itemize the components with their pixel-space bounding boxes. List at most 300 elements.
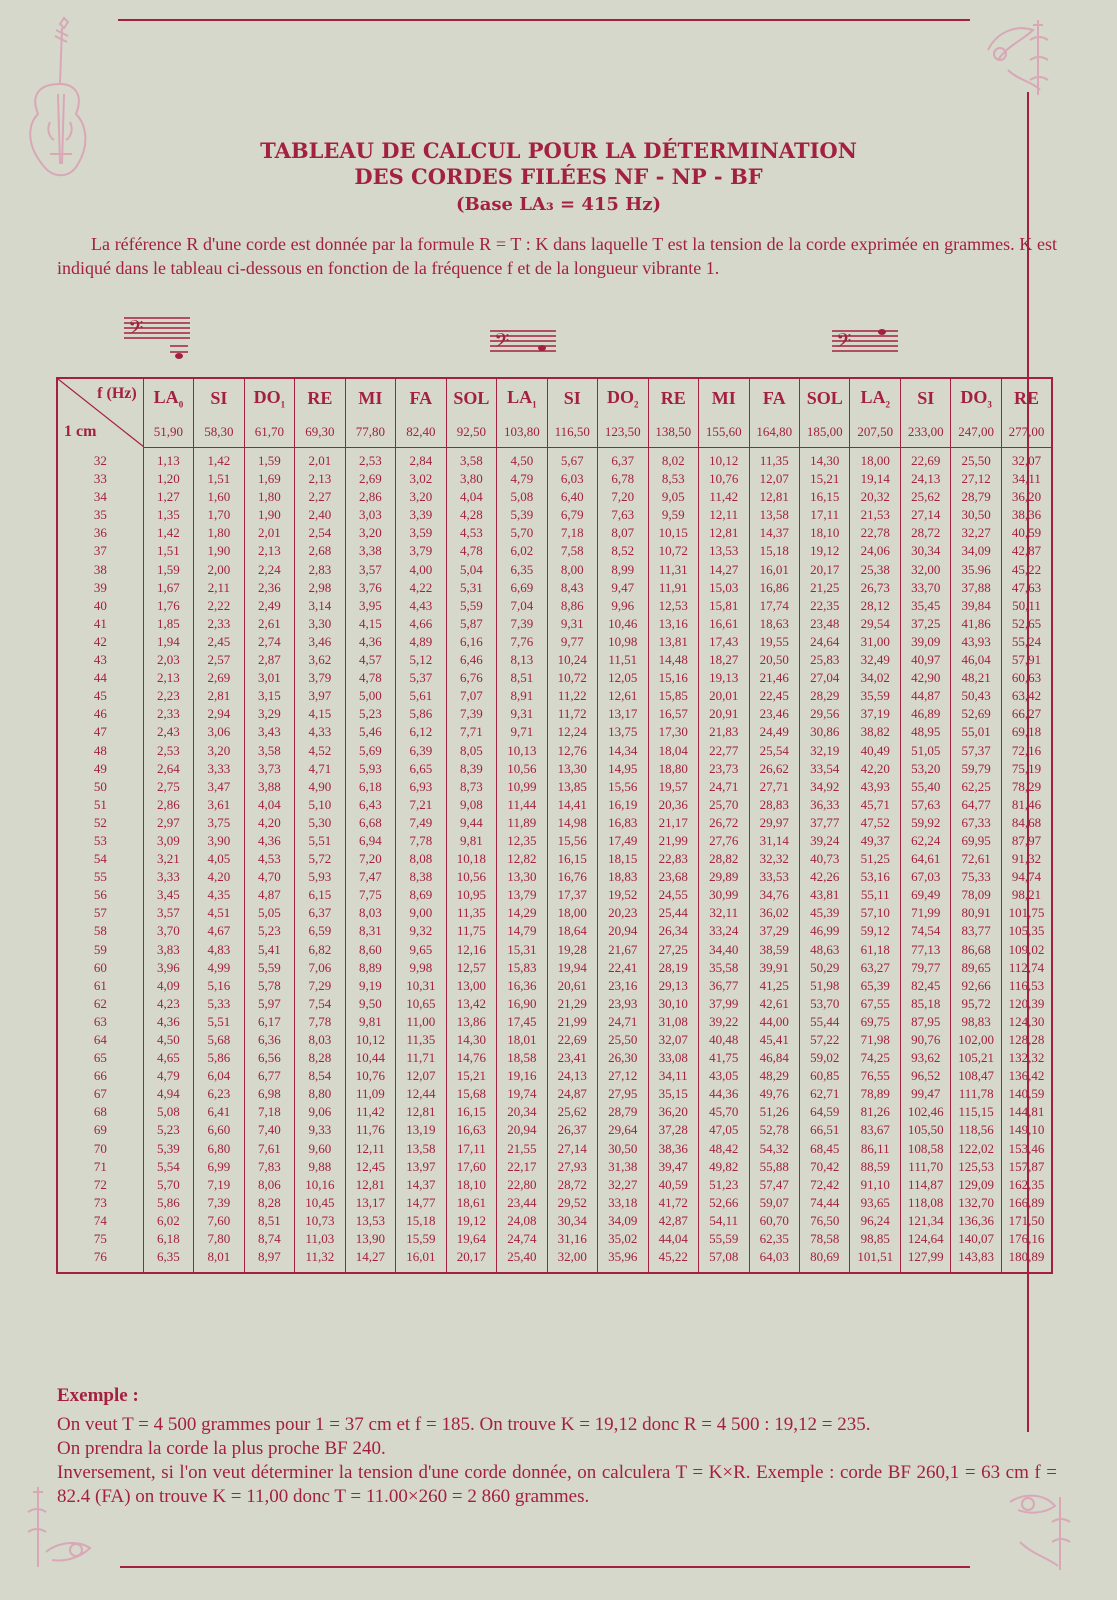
k-value-cell: 18,80 — [648, 760, 698, 778]
length-cell: 42 — [57, 633, 143, 651]
k-value-cell: 2,00 — [194, 561, 244, 579]
k-value-cell: 11,44 — [497, 796, 547, 814]
k-value-cell: 4,35 — [194, 886, 244, 904]
k-value-cell: 64,77 — [951, 796, 1001, 814]
k-value-cell: 7,83 — [244, 1158, 294, 1176]
k-value-cell: 36,20 — [648, 1103, 698, 1121]
k-value-cell: 24,06 — [850, 542, 900, 560]
length-axis-label: 1 cm — [64, 423, 97, 441]
k-value-cell: 5,70 — [143, 1176, 193, 1194]
k-value-cell: 15,16 — [648, 669, 698, 687]
k-value-cell: 4,36 — [345, 633, 395, 651]
k-value-cell: 5,08 — [143, 1103, 193, 1121]
k-value-cell: 1,70 — [194, 506, 244, 524]
k-value-cell: 9,44 — [446, 814, 496, 832]
k-value-cell: 21,53 — [850, 506, 900, 524]
tension-table — [56, 377, 1053, 1274]
k-value-cell: 19,14 — [850, 470, 900, 488]
note-name: RE — [307, 387, 333, 408]
k-value-cell: 15,85 — [648, 687, 698, 705]
k-value-cell: 10,13 — [497, 742, 547, 760]
k-value-cell: 48,63 — [799, 941, 849, 959]
k-value-cell: 7,40 — [244, 1121, 294, 1139]
k-value-cell: 6,80 — [194, 1140, 244, 1158]
k-value-cell: 5,59 — [446, 597, 496, 615]
k-value-cell: 91,32 — [1001, 850, 1052, 868]
length-cell: 75 — [57, 1230, 143, 1248]
k-value-cell: 44,04 — [648, 1230, 698, 1248]
k-value-cell: 13,90 — [345, 1230, 395, 1248]
k-value-cell: 24,08 — [497, 1212, 547, 1230]
k-value-cell: 23,46 — [749, 705, 799, 723]
k-value-cell: 4,83 — [194, 941, 244, 959]
note-header — [143, 378, 193, 417]
k-value-cell: 12,07 — [396, 1067, 446, 1085]
k-value-cell: 9,98 — [396, 959, 446, 977]
k-value-cell: 95,72 — [951, 995, 1001, 1013]
k-value-cell: 1,80 — [194, 524, 244, 542]
k-value-cell: 25,40 — [497, 1248, 547, 1273]
table-row — [57, 561, 1052, 579]
k-value-cell: 59,07 — [749, 1194, 799, 1212]
k-value-cell: 22,83 — [648, 850, 698, 868]
k-value-cell: 80,91 — [951, 904, 1001, 922]
k-value-cell: 23,41 — [547, 1049, 597, 1067]
note-name: MI — [711, 387, 736, 408]
frequency-value: 82,40 — [396, 417, 446, 448]
length-cell: 55 — [57, 868, 143, 886]
k-value-cell: 57,91 — [1001, 651, 1052, 669]
k-value-cell: 53,70 — [799, 995, 849, 1013]
k-value-cell: 60,63 — [1001, 669, 1052, 687]
k-value-cell: 3,20 — [194, 742, 244, 760]
note-header — [598, 378, 648, 417]
k-value-cell: 74,25 — [850, 1049, 900, 1067]
k-value-cell: 53,16 — [850, 868, 900, 886]
k-value-cell: 2,68 — [295, 542, 345, 560]
k-value-cell: 14,95 — [598, 760, 648, 778]
k-value-cell: 2,83 — [295, 561, 345, 579]
k-value-cell: 114,87 — [900, 1176, 950, 1194]
k-value-cell: 81,46 — [1001, 796, 1052, 814]
k-value-cell: 14,37 — [749, 524, 799, 542]
k-value-cell: 94,74 — [1001, 868, 1052, 886]
k-value-cell: 12,11 — [699, 506, 749, 524]
k-value-cell: 3,09 — [143, 832, 193, 850]
k-value-cell: 136,42 — [1001, 1067, 1052, 1085]
k-value-cell: 81,26 — [850, 1103, 900, 1121]
k-value-cell: 78,29 — [1001, 778, 1052, 796]
k-value-cell: 12,05 — [598, 669, 648, 687]
k-value-cell: 6,02 — [497, 542, 547, 560]
k-value-cell: 40,48 — [699, 1031, 749, 1049]
k-value-cell: 5,23 — [143, 1121, 193, 1139]
k-value-cell: 7,47 — [345, 868, 395, 886]
k-value-cell: 3,38 — [345, 542, 395, 560]
k-value-cell: 2,49 — [244, 597, 294, 615]
table-row — [57, 1121, 1052, 1139]
k-value-cell: 26,72 — [699, 814, 749, 832]
k-value-cell: 4,50 — [497, 448, 547, 471]
k-value-cell: 13,30 — [497, 868, 547, 886]
k-value-cell: 17,11 — [446, 1140, 496, 1158]
frequency-value: 185,00 — [799, 417, 849, 448]
length-cell: 65 — [57, 1049, 143, 1067]
length-cell: 33 — [57, 470, 143, 488]
k-value-cell: 3,47 — [194, 778, 244, 796]
k-value-cell: 25,38 — [850, 561, 900, 579]
k-value-cell: 66,51 — [799, 1121, 849, 1139]
frequency-value: 116,50 — [547, 417, 597, 448]
k-value-cell: 29,89 — [699, 868, 749, 886]
k-value-cell: 9,06 — [295, 1103, 345, 1121]
k-value-cell: 27,12 — [598, 1067, 648, 1085]
k-value-cell: 13,53 — [345, 1212, 395, 1230]
k-value-cell: 124,30 — [1001, 1013, 1052, 1031]
k-value-cell: 18,15 — [598, 850, 648, 868]
k-value-cell: 13,75 — [598, 723, 648, 741]
k-value-cell: 46,84 — [749, 1049, 799, 1067]
k-value-cell: 32,07 — [1001, 448, 1052, 471]
table-row — [57, 1230, 1052, 1248]
length-cell: 71 — [57, 1158, 143, 1176]
k-value-cell: 20,50 — [749, 651, 799, 669]
k-value-cell: 8,60 — [345, 941, 395, 959]
k-value-cell: 4,79 — [143, 1067, 193, 1085]
k-value-cell: 149,10 — [1001, 1121, 1052, 1139]
k-value-cell: 14,37 — [396, 1176, 446, 1194]
note-header — [699, 378, 749, 417]
k-value-cell: 5,86 — [396, 705, 446, 723]
k-value-cell: 55,59 — [699, 1230, 749, 1248]
length-cell: 51 — [57, 796, 143, 814]
k-value-cell: 41,25 — [749, 977, 799, 995]
table-row — [57, 1140, 1052, 1158]
k-value-cell: 22,80 — [497, 1176, 547, 1194]
k-value-cell: 59,92 — [900, 814, 950, 832]
k-value-cell: 5,31 — [446, 579, 496, 597]
k-value-cell: 3,29 — [244, 705, 294, 723]
k-value-cell: 14,77 — [396, 1194, 446, 1212]
note-header — [900, 378, 950, 417]
k-value-cell: 121,34 — [900, 1212, 950, 1230]
k-value-cell: 5,05 — [244, 904, 294, 922]
k-value-cell: 11,51 — [598, 651, 648, 669]
k-value-cell: 69,95 — [951, 832, 1001, 850]
frequency-value: 51,90 — [143, 417, 193, 448]
note-name: FA — [762, 387, 786, 408]
k-value-cell: 2,43 — [143, 723, 193, 741]
k-value-cell: 98,21 — [1001, 886, 1052, 904]
k-value-cell: 78,58 — [799, 1230, 849, 1248]
k-value-cell: 8,05 — [446, 742, 496, 760]
k-value-cell: 51,23 — [699, 1176, 749, 1194]
k-value-cell: 8,13 — [497, 651, 547, 669]
k-value-cell: 6,93 — [396, 778, 446, 796]
k-value-cell: 8,28 — [295, 1049, 345, 1067]
k-value-cell: 32,32 — [749, 850, 799, 868]
k-value-cell: 19,55 — [749, 633, 799, 651]
k-value-cell: 39,24 — [799, 832, 849, 850]
length-cell: 38 — [57, 561, 143, 579]
k-value-cell: 5,69 — [345, 742, 395, 760]
k-value-cell: 10,24 — [547, 651, 597, 669]
k-value-cell: 37,28 — [648, 1121, 698, 1139]
k-value-cell: 78,09 — [951, 886, 1001, 904]
k-value-cell: 16,61 — [699, 615, 749, 633]
k-value-cell: 5,23 — [244, 922, 294, 940]
k-value-cell: 8,86 — [547, 597, 597, 615]
k-value-cell: 44,87 — [900, 687, 950, 705]
k-value-cell: 85,18 — [900, 995, 950, 1013]
k-value-cell: 32,11 — [699, 904, 749, 922]
length-cell: 73 — [57, 1194, 143, 1212]
note-name: SI — [563, 387, 581, 408]
k-value-cell: 136,36 — [951, 1212, 1001, 1230]
k-value-cell: 19,13 — [699, 669, 749, 687]
k-value-cell: 20,94 — [598, 922, 648, 940]
k-value-cell: 11,31 — [648, 561, 698, 579]
table-row — [57, 778, 1052, 796]
table-row — [57, 705, 1052, 723]
k-value-cell: 1,59 — [143, 561, 193, 579]
length-cell: 34 — [57, 488, 143, 506]
k-value-cell: 32,27 — [951, 524, 1001, 542]
k-value-cell: 22,78 — [850, 524, 900, 542]
length-cell: 64 — [57, 1031, 143, 1049]
k-value-cell: 12,82 — [497, 850, 547, 868]
k-value-cell: 60,70 — [749, 1212, 799, 1230]
k-value-cell: 11,42 — [699, 488, 749, 506]
k-value-cell: 14,34 — [598, 742, 648, 760]
k-value-cell: 35,59 — [850, 687, 900, 705]
k-value-cell: 67,55 — [850, 995, 900, 1013]
length-cell: 57 — [57, 904, 143, 922]
frequency-value: 164,80 — [749, 417, 799, 448]
k-value-cell: 45,39 — [799, 904, 849, 922]
k-value-cell: 6,12 — [396, 723, 446, 741]
k-value-cell: 30,50 — [951, 506, 1001, 524]
k-value-cell: 101,51 — [850, 1248, 900, 1273]
k-value-cell: 6,17 — [244, 1013, 294, 1031]
k-value-cell: 39,09 — [900, 633, 950, 651]
k-value-cell: 2,98 — [295, 579, 345, 597]
k-value-cell: 4,70 — [244, 868, 294, 886]
k-value-cell: 67,03 — [900, 868, 950, 886]
k-value-cell: 37,88 — [951, 579, 1001, 597]
k-value-cell: 8,91 — [497, 687, 547, 705]
k-value-cell: 38,82 — [850, 723, 900, 741]
k-value-cell: 18,00 — [547, 904, 597, 922]
k-value-cell: 19,64 — [446, 1230, 496, 1248]
k-value-cell: 9,88 — [295, 1158, 345, 1176]
table-row — [57, 488, 1052, 506]
k-value-cell: 1,67 — [143, 579, 193, 597]
title-line-1: TABLEAU DE CALCUL POUR LA DÉTERMINATION — [260, 138, 857, 163]
k-value-cell: 2,53 — [143, 742, 193, 760]
k-value-cell: 6,40 — [547, 488, 597, 506]
k-value-cell: 9,59 — [648, 506, 698, 524]
k-value-cell: 30,99 — [699, 886, 749, 904]
length-cell: 61 — [57, 977, 143, 995]
k-value-cell: 5,54 — [143, 1158, 193, 1176]
svg-text:𝄢: 𝄢 — [836, 329, 852, 357]
k-value-cell: 42,61 — [749, 995, 799, 1013]
k-value-cell: 43,05 — [699, 1067, 749, 1085]
k-value-cell: 6,78 — [598, 470, 648, 488]
k-value-cell: 4,52 — [295, 742, 345, 760]
k-value-cell: 17,74 — [749, 597, 799, 615]
k-value-cell: 14,76 — [446, 1049, 496, 1067]
k-value-cell: 45,70 — [699, 1103, 749, 1121]
k-value-cell: 3,43 — [244, 723, 294, 741]
example-line-2: On prendra la corde la plus proche BF 240. — [57, 1438, 386, 1459]
k-value-cell: 51,25 — [850, 850, 900, 868]
k-value-cell: 60,85 — [799, 1067, 849, 1085]
k-value-cell: 11,32 — [295, 1248, 345, 1273]
k-value-cell: 99,47 — [900, 1085, 950, 1103]
k-value-cell: 13,58 — [396, 1140, 446, 1158]
k-value-cell: 8,53 — [648, 470, 698, 488]
k-value-cell: 7,20 — [598, 488, 648, 506]
svg-text:𝄢: 𝄢 — [494, 329, 510, 357]
note-name: SOL — [453, 387, 490, 408]
k-value-cell: 3,46 — [295, 633, 345, 651]
example-title: Exemple : — [57, 1385, 139, 1406]
table-corner — [57, 378, 143, 448]
k-value-cell: 54,11 — [699, 1212, 749, 1230]
k-value-cell: 3,14 — [295, 597, 345, 615]
svg-text:𝄢: 𝄢 — [128, 316, 144, 344]
note-name: LA — [507, 386, 533, 407]
k-value-cell: 3,21 — [143, 850, 193, 868]
k-value-cell: 4,67 — [194, 922, 244, 940]
k-value-cell: 5,08 — [497, 488, 547, 506]
k-value-cell: 72,61 — [951, 850, 1001, 868]
bass-clef-icon — [122, 314, 192, 364]
k-value-cell: 19,28 — [547, 941, 597, 959]
k-value-cell: 8,69 — [396, 886, 446, 904]
k-value-cell: 6,69 — [497, 579, 547, 597]
k-value-cell: 55,24 — [1001, 633, 1052, 651]
table-row — [57, 995, 1052, 1013]
k-value-cell: 12,35 — [497, 832, 547, 850]
k-value-cell: 28,79 — [598, 1103, 648, 1121]
k-value-cell: 20,36 — [648, 796, 698, 814]
k-value-cell: 11,42 — [345, 1103, 395, 1121]
k-value-cell: 10,31 — [396, 977, 446, 995]
k-value-cell: 5,46 — [345, 723, 395, 741]
note-octave: 3 — [987, 399, 992, 410]
note-header — [648, 378, 698, 417]
k-value-cell: 35,45 — [900, 597, 950, 615]
k-value-cell: 3,97 — [295, 687, 345, 705]
k-value-cell: 10,56 — [446, 868, 496, 886]
k-value-cell: 71,98 — [850, 1031, 900, 1049]
k-value-cell: 5,78 — [244, 977, 294, 995]
table-row — [57, 1013, 1052, 1031]
k-value-cell: 7,78 — [295, 1013, 345, 1031]
k-value-cell: 42,90 — [900, 669, 950, 687]
k-value-cell: 11,91 — [648, 579, 698, 597]
k-value-cell: 143,83 — [951, 1248, 1001, 1273]
length-cell: 44 — [57, 669, 143, 687]
table-row — [57, 1085, 1052, 1103]
k-value-cell: 14,30 — [446, 1031, 496, 1049]
table-row — [57, 1067, 1052, 1085]
k-value-cell: 13,53 — [699, 542, 749, 560]
k-value-cell: 55,44 — [799, 1013, 849, 1031]
k-value-cell: 115,15 — [951, 1103, 1001, 1121]
k-value-cell: 39,84 — [951, 597, 1001, 615]
k-value-cell: 37,29 — [749, 922, 799, 940]
k-value-cell: 2,69 — [194, 669, 244, 687]
k-value-cell: 22,77 — [699, 742, 749, 760]
k-value-cell: 5,41 — [244, 941, 294, 959]
table-row — [57, 597, 1052, 615]
k-value-cell: 10,76 — [699, 470, 749, 488]
k-value-cell: 4,20 — [194, 868, 244, 886]
length-cell: 54 — [57, 850, 143, 868]
table-row — [57, 524, 1052, 542]
flourish-ornament — [978, 10, 1058, 100]
length-cell: 35 — [57, 506, 143, 524]
k-value-cell: 8,03 — [345, 904, 395, 922]
note-name: SI — [917, 387, 935, 408]
k-value-cell: 13,81 — [648, 633, 698, 651]
k-value-cell: 153,46 — [1001, 1140, 1052, 1158]
length-cell: 67 — [57, 1085, 143, 1103]
k-value-cell: 34,76 — [749, 886, 799, 904]
length-cell: 43 — [57, 651, 143, 669]
k-value-cell: 6,41 — [194, 1103, 244, 1121]
k-value-cell: 4,66 — [396, 615, 446, 633]
k-value-cell: 34,09 — [951, 542, 1001, 560]
k-value-cell: 18,27 — [699, 651, 749, 669]
k-value-cell: 15,18 — [749, 542, 799, 560]
note-name: RE — [660, 387, 686, 408]
k-value-cell: 23,48 — [799, 615, 849, 633]
k-value-cell: 35,96 — [598, 1248, 648, 1273]
k-value-cell: 21,55 — [497, 1140, 547, 1158]
k-value-cell: 29,97 — [749, 814, 799, 832]
k-value-cell: 15,83 — [497, 959, 547, 977]
k-value-cell: 48,29 — [749, 1067, 799, 1085]
top-rule — [118, 19, 970, 21]
k-value-cell: 20,23 — [598, 904, 648, 922]
k-value-cell: 10,98 — [598, 633, 648, 651]
k-value-cell: 14,98 — [547, 814, 597, 832]
k-value-cell: 55,40 — [900, 778, 950, 796]
k-value-cell: 91,10 — [850, 1176, 900, 1194]
k-value-cell: 6,16 — [446, 633, 496, 651]
k-value-cell: 28,12 — [850, 597, 900, 615]
k-value-cell: 4,94 — [143, 1085, 193, 1103]
k-value-cell: 8,03 — [295, 1031, 345, 1049]
note-header — [1001, 378, 1052, 417]
k-value-cell: 4,36 — [244, 832, 294, 850]
k-value-cell: 6,98 — [244, 1085, 294, 1103]
k-value-cell: 5,97 — [244, 995, 294, 1013]
note-header — [396, 378, 446, 417]
k-value-cell: 32,49 — [850, 651, 900, 669]
table-row — [57, 723, 1052, 741]
k-value-cell: 17,37 — [547, 886, 597, 904]
k-value-cell: 12,81 — [345, 1176, 395, 1194]
k-value-cell: 5,70 — [497, 524, 547, 542]
k-value-cell: 2,75 — [143, 778, 193, 796]
k-value-cell: 4,51 — [194, 904, 244, 922]
